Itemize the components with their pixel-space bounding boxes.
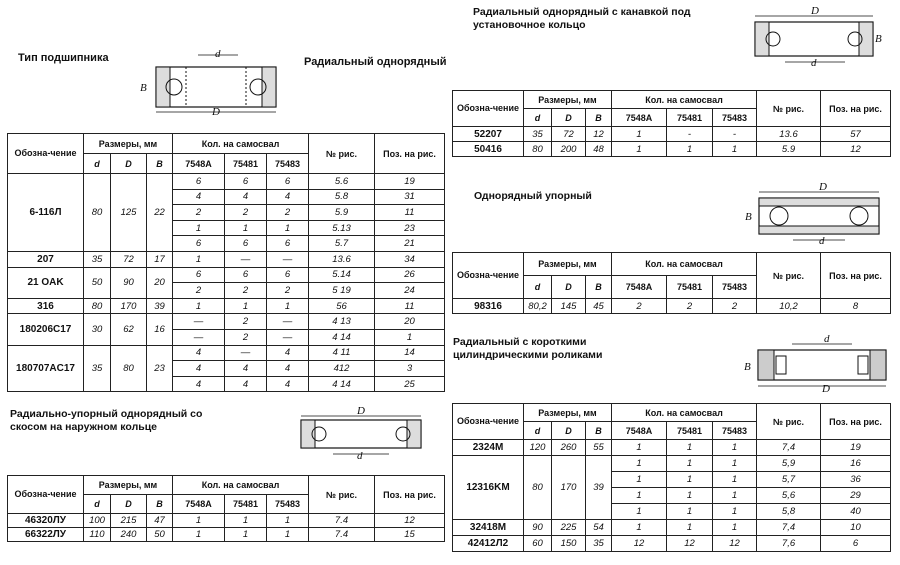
figure-number: 7,4 [757, 440, 821, 456]
qty-75483: 12 [713, 536, 757, 552]
section-title-thrust: Однорядный упорный [474, 190, 592, 202]
col-header-designation: Обозна-чение [453, 404, 524, 440]
qty-7548a: 1 [612, 488, 667, 504]
figure-number: 5.9 [757, 142, 821, 157]
qty-75481: 1 [225, 528, 267, 542]
bearing-designation: 98316 [453, 299, 524, 314]
figure-number: 5.8 [309, 189, 375, 205]
qty-75483: 1 [713, 472, 757, 488]
position-number: 20 [375, 314, 445, 330]
qty-75483: - [713, 127, 757, 142]
svg-text:D: D [811, 5, 819, 17]
table-row [8, 251, 445, 267]
bearing-designation: 32418M [453, 520, 524, 536]
header-row [8, 476, 445, 495]
position-number: 21 [375, 236, 445, 252]
col-header-75481: 75481 [225, 154, 267, 174]
figure-number: 5.14 [309, 267, 375, 283]
bearing-designation: 46320ЛУ [8, 514, 84, 528]
qty-75481: — [225, 345, 267, 361]
drawing-label-B: B [140, 82, 147, 94]
size-B: 50 [147, 528, 173, 542]
bearing-designation: 207 [8, 251, 84, 267]
size-d: 80 [84, 298, 111, 314]
size-B: 17 [147, 251, 173, 267]
bearing-designation: 12316KM [453, 456, 524, 520]
size-D: 215 [111, 514, 147, 528]
figure-number: 10,2 [757, 299, 821, 314]
svg-text:B: B [875, 33, 882, 45]
qty-7548a: 1 [612, 520, 667, 536]
col-header-B: B [147, 154, 173, 174]
qty-75483: 6 [267, 236, 309, 252]
col-header-designation: Обозна-чение [8, 134, 84, 174]
bearing-designation: 21 OAK [8, 267, 84, 298]
size-d: 80 [84, 174, 111, 252]
col-header-sizes: Размеры, мм [524, 404, 612, 422]
qty-75483: 1 [267, 514, 309, 528]
position-number: 3 [375, 361, 445, 377]
col-header-sizes: Размеры, мм [524, 253, 612, 276]
bearing-designation: 66322ЛУ [8, 528, 84, 542]
col-header-75483: 75483 [267, 495, 309, 514]
size-d: 80 [524, 142, 552, 157]
position-number: 10 [821, 520, 891, 536]
col-header-qty: Кол. на самосвал [173, 476, 309, 495]
qty-75481: 6 [225, 267, 267, 283]
size-D: 125 [111, 174, 147, 252]
size-B: 55 [586, 440, 612, 456]
col-header-sizes: Размеры, мм [84, 134, 173, 154]
col-header-fig: № рис. [757, 404, 821, 440]
size-d: 120 [524, 440, 552, 456]
qty-75483: 1 [713, 488, 757, 504]
table-row [453, 520, 891, 536]
table-row [453, 127, 891, 142]
qty-7548a: 2 [173, 283, 225, 299]
col-header-75481: 75481 [667, 276, 713, 299]
qty-75483: 1 [267, 298, 309, 314]
section-title-radial-single: Радиальный однорядный [304, 56, 447, 68]
col-header-7548a: 7548А [612, 276, 667, 299]
qty-7548a: 1 [612, 504, 667, 520]
size-B: 23 [147, 345, 173, 392]
figure-number: 13.6 [309, 251, 375, 267]
header-row [453, 404, 891, 422]
qty-75481: 4 [225, 361, 267, 377]
qty-7548a: 6 [173, 174, 225, 190]
qty-7548a: — [173, 314, 225, 330]
svg-text:B: B [745, 211, 752, 223]
qty-7548a: 1 [612, 456, 667, 472]
qty-75483: 2 [267, 283, 309, 299]
qty-75481: - [667, 127, 713, 142]
radial-bearing-drawing [138, 49, 298, 115]
header-row [453, 253, 891, 276]
qty-75483: 1 [713, 504, 757, 520]
size-d: 50 [84, 267, 111, 298]
position-number: 14 [375, 345, 445, 361]
figure-number: 56 [309, 298, 375, 314]
qty-7548a: 4 [173, 361, 225, 377]
qty-75483: 4 [267, 376, 309, 392]
figure-number: 7.4 [309, 514, 375, 528]
svg-text:d: d [811, 57, 817, 68]
qty-75481: 1 [667, 488, 713, 504]
qty-75481: 6 [225, 174, 267, 190]
position-number: 29 [821, 488, 891, 504]
col-header-D: D [111, 495, 147, 514]
col-header-75483: 75483 [713, 276, 757, 299]
col-header-75481: 75481 [667, 422, 713, 440]
qty-7548a: 4 [173, 345, 225, 361]
qty-7548a: 6 [173, 236, 225, 252]
size-B: 39 [586, 456, 612, 520]
table-row [453, 536, 891, 552]
size-d: 80,2 [524, 299, 552, 314]
qty-7548a: 2 [612, 299, 667, 314]
table-row [8, 267, 445, 283]
col-header-7548a: 7548А [612, 422, 667, 440]
figure-number: 5 19 [309, 283, 375, 299]
col-header-75483: 75483 [713, 422, 757, 440]
size-D: 200 [552, 142, 586, 157]
table-row [8, 514, 445, 528]
col-header-sizes: Размеры, мм [524, 91, 612, 109]
size-d: 100 [84, 514, 111, 528]
size-D: 145 [552, 299, 586, 314]
qty-75483: 4 [267, 345, 309, 361]
col-header-d: d [84, 154, 111, 174]
position-number: 25 [375, 376, 445, 392]
col-header-fig: № рис. [757, 253, 821, 299]
qty-7548a: 1 [173, 220, 225, 236]
position-number: 31 [375, 189, 445, 205]
table-row [8, 174, 445, 190]
table-row [453, 456, 891, 472]
col-header-D: D [552, 422, 586, 440]
size-D: 90 [111, 267, 147, 298]
col-header-pos: Поз. на рис. [821, 91, 891, 127]
qty-75481: 6 [225, 236, 267, 252]
size-B: 48 [586, 142, 612, 157]
col-header-designation: Обозна-чение [453, 91, 524, 127]
svg-text:d: d [357, 450, 363, 460]
col-header-B: B [586, 422, 612, 440]
section-title-angular: Радиально-упорный однорядный со скосом на наружном кольце [10, 408, 203, 433]
position-number: 8 [821, 299, 891, 314]
qty-7548a: 4 [173, 189, 225, 205]
qty-75483: 2 [267, 205, 309, 221]
col-header-sizes: Размеры, мм [84, 476, 173, 495]
position-number: 15 [375, 528, 445, 542]
col-header-D: D [552, 276, 586, 299]
table-short-roller [452, 403, 891, 552]
col-header-75481: 75481 [225, 495, 267, 514]
table-row [453, 440, 891, 456]
size-d: 35 [84, 251, 111, 267]
col-header-75481: 75481 [667, 109, 713, 127]
figure-number: 5.13 [309, 220, 375, 236]
qty-7548a: 2 [173, 205, 225, 221]
size-B: 22 [147, 174, 173, 252]
col-header-designation: Обозна-чение [453, 253, 524, 299]
figure-number: 5.6 [309, 174, 375, 190]
col-header-fig: № рис. [309, 134, 375, 174]
qty-7548a: 1 [173, 251, 225, 267]
figure-number: 4 14 [309, 329, 375, 345]
col-header-75483: 75483 [713, 109, 757, 127]
position-number: 24 [375, 283, 445, 299]
bearing-designation: 52207 [453, 127, 524, 142]
table-row [8, 528, 445, 542]
col-header-7548a: 7548А [173, 495, 225, 514]
qty-75481: 2 [667, 299, 713, 314]
col-header-75483: 75483 [267, 154, 309, 174]
svg-text:D: D [357, 405, 365, 417]
figure-number: 4 11 [309, 345, 375, 361]
figure-number: 5,7 [757, 472, 821, 488]
col-header-pos: Поз. на рис. [375, 476, 445, 514]
position-number: 12 [375, 514, 445, 528]
qty-75481: 4 [225, 376, 267, 392]
size-B: 39 [147, 298, 173, 314]
qty-75483: 6 [267, 267, 309, 283]
col-header-pos: Поз. на рис. [821, 253, 891, 299]
section-title-radial-groove: Радиальный однорядный с канавкой под установочное кольцо [473, 6, 691, 31]
figure-number: 5.7 [309, 236, 375, 252]
qty-75481: 1 [667, 472, 713, 488]
table-row [8, 298, 445, 314]
qty-75481: 2 [225, 314, 267, 330]
table-row [8, 314, 445, 330]
qty-7548a: 4 [173, 376, 225, 392]
position-number: 23 [375, 220, 445, 236]
qty-7548a: 1 [612, 440, 667, 456]
svg-text:D: D [819, 181, 827, 193]
qty-75481: 1 [667, 456, 713, 472]
size-B: 12 [586, 127, 612, 142]
table-angular [7, 475, 445, 542]
qty-75483: 2 [713, 299, 757, 314]
bearing-type-label: Тип подшипника [18, 52, 109, 64]
qty-75481: 2 [225, 329, 267, 345]
size-D: 72 [552, 127, 586, 142]
bearing-designation: 6-116Л [8, 174, 84, 252]
position-number: 6 [821, 536, 891, 552]
size-D: 225 [552, 520, 586, 536]
bearing-designation: 180206C17 [8, 314, 84, 345]
position-number: 34 [375, 251, 445, 267]
table-radial-single [7, 133, 445, 392]
table-thrust [452, 252, 891, 314]
qty-7548a: 1 [173, 514, 225, 528]
position-number: 57 [821, 127, 891, 142]
size-B: 35 [586, 536, 612, 552]
size-B: 54 [586, 520, 612, 536]
section-title-short-roller: Радиальный с короткими цилиндрическими роликами [453, 336, 603, 361]
size-D: 170 [552, 456, 586, 520]
table-radial-groove [452, 90, 891, 157]
size-D: 62 [111, 314, 147, 345]
qty-75481: — [225, 251, 267, 267]
size-d: 30 [84, 314, 111, 345]
qty-75481: 1 [225, 514, 267, 528]
thrust-bearing-drawing [745, 180, 885, 246]
figure-number: 7,4 [757, 520, 821, 536]
qty-75483: 1 [267, 528, 309, 542]
col-header-pos: Поз. на рис. [821, 404, 891, 440]
qty-7548a: 1 [612, 142, 667, 157]
bearing-designation: 180707AC17 [8, 345, 84, 392]
col-header-qty: Кол. на самосвал [612, 91, 757, 109]
qty-75481: 1 [667, 142, 713, 157]
size-D: 170 [111, 298, 147, 314]
size-d: 90 [524, 520, 552, 536]
position-number: 19 [821, 440, 891, 456]
svg-text:d: d [824, 333, 830, 345]
qty-75481: 1 [225, 220, 267, 236]
qty-7548a: 6 [173, 267, 225, 283]
svg-text:d: d [819, 235, 825, 246]
size-D: 260 [552, 440, 586, 456]
drawing-label-d: d [215, 49, 221, 60]
size-d: 110 [84, 528, 111, 542]
qty-7548a: 1 [173, 298, 225, 314]
angular-bearing-drawing [293, 404, 433, 460]
figure-number: 5.9 [309, 205, 375, 221]
table-row [8, 345, 445, 361]
col-header-d: d [524, 276, 552, 299]
col-header-7548a: 7548А [173, 154, 225, 174]
col-header-qty: Кол. на самосвал [612, 253, 757, 276]
qty-7548a: 12 [612, 536, 667, 552]
position-number: 19 [375, 174, 445, 190]
figure-number: 5,9 [757, 456, 821, 472]
size-B: 16 [147, 314, 173, 345]
qty-75483: — [267, 329, 309, 345]
col-header-D: D [111, 154, 147, 174]
col-header-B: B [586, 276, 612, 299]
svg-text:D: D [822, 383, 830, 394]
position-number: 11 [375, 298, 445, 314]
col-header-B: B [147, 495, 173, 514]
qty-75483: 1 [713, 440, 757, 456]
qty-75481: 1 [225, 298, 267, 314]
col-header-B: B [586, 109, 612, 127]
qty-7548a: 1 [173, 528, 225, 542]
size-D: 72 [111, 251, 147, 267]
qty-7548a: — [173, 329, 225, 345]
figure-number: 4 14 [309, 376, 375, 392]
size-B: 45 [586, 299, 612, 314]
size-d: 80 [524, 456, 552, 520]
qty-75483: 1 [713, 520, 757, 536]
qty-75481: 2 [225, 205, 267, 221]
qty-75483: 1 [713, 456, 757, 472]
qty-75483: 4 [267, 361, 309, 377]
roller-bearing-drawing [742, 332, 892, 394]
size-B: 20 [147, 267, 173, 298]
figure-number: 7,6 [757, 536, 821, 552]
size-D: 240 [111, 528, 147, 542]
size-d: 60 [524, 536, 552, 552]
figure-number: 412 [309, 361, 375, 377]
table-row [453, 142, 891, 157]
size-d: 35 [524, 127, 552, 142]
size-d: 35 [84, 345, 111, 392]
qty-75483: — [267, 314, 309, 330]
bearing-designation: 50416 [453, 142, 524, 157]
col-header-qty: Кол. на самосвал [612, 404, 757, 422]
col-header-7548a: 7548А [612, 109, 667, 127]
figure-number: 7.4 [309, 528, 375, 542]
col-header-pos: Поз. на рис. [375, 134, 445, 174]
position-number: 16 [821, 456, 891, 472]
size-D: 150 [552, 536, 586, 552]
qty-7548a: 1 [612, 472, 667, 488]
qty-75483: 6 [267, 174, 309, 190]
position-number: 40 [821, 504, 891, 520]
bearing-designation: 42412Л2 [453, 536, 524, 552]
col-header-d: d [524, 109, 552, 127]
qty-75483: 4 [267, 189, 309, 205]
position-number: 26 [375, 267, 445, 283]
svg-text:B: B [744, 361, 751, 373]
qty-75481: 2 [225, 283, 267, 299]
header-row [453, 91, 891, 109]
groove-bearing-drawing [745, 2, 885, 68]
qty-75481: 4 [225, 189, 267, 205]
position-number: 12 [821, 142, 891, 157]
header-row [8, 134, 445, 154]
position-number: 1 [375, 329, 445, 345]
size-D: 80 [111, 345, 147, 392]
qty-75483: — [267, 251, 309, 267]
position-number: 11 [375, 205, 445, 221]
col-header-designation: Обозна-чение [8, 476, 84, 514]
col-header-D: D [552, 109, 586, 127]
figure-number: 5,8 [757, 504, 821, 520]
qty-75483: 1 [267, 220, 309, 236]
bearing-designation: 2324M [453, 440, 524, 456]
size-B: 47 [147, 514, 173, 528]
col-header-fig: № рис. [757, 91, 821, 127]
bearing-designation: 316 [8, 298, 84, 314]
col-header-d: d [84, 495, 111, 514]
col-header-qty: Кол. на самосвал [173, 134, 309, 154]
figure-number: 5,6 [757, 488, 821, 504]
col-header-d: d [524, 422, 552, 440]
qty-75481: 12 [667, 536, 713, 552]
qty-7548a: 1 [612, 127, 667, 142]
qty-75481: 1 [667, 520, 713, 536]
table-row [453, 299, 891, 314]
figure-number: 13.6 [757, 127, 821, 142]
qty-75481: 1 [667, 504, 713, 520]
col-header-fig: № рис. [309, 476, 375, 514]
qty-75483: 1 [713, 142, 757, 157]
figure-number: 4 13 [309, 314, 375, 330]
qty-75481: 1 [667, 440, 713, 456]
drawing-label-D: D [212, 106, 220, 115]
position-number: 36 [821, 472, 891, 488]
